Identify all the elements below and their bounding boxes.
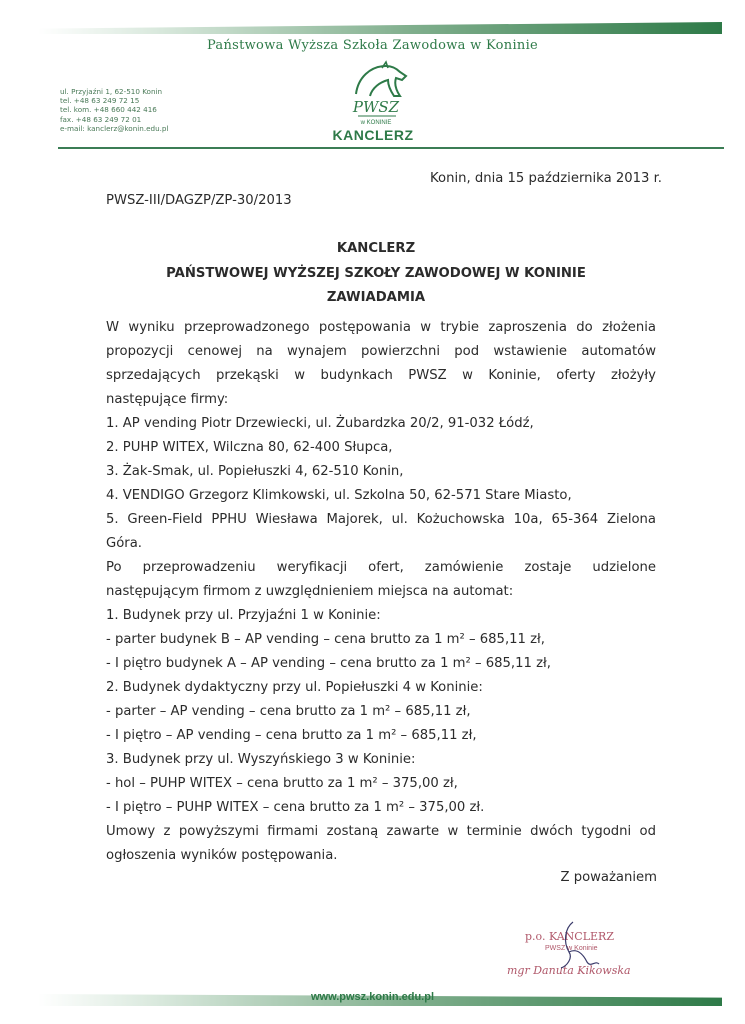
award-intro-line: Po przeprowadzeniu weryfikacji ofert, zamówienie zostaje udzielone	[106, 560, 656, 575]
award-item: 3. Budynek przy ul. Wyszyńskiego 3 w Koninie:	[106, 752, 416, 767]
firm-item: 4. VENDIGO Grzegorz Klimkowski, ul. Szkolna 50, 62-571 Stare Miasto,	[106, 488, 572, 503]
intro-line: sprzedających przekąski w budynkach PWSZ w Koninie, oferty złożyły	[106, 368, 656, 383]
closing-salutation: Z poważaniem	[560, 870, 657, 885]
signature-stamp	[495, 918, 655, 980]
contact-email: e-mail: kanclerz@konin.edu.pl	[60, 123, 169, 133]
office-title: KANCLERZ	[332, 127, 414, 143]
footer-url: www.pwsz.konin.edu.pl	[310, 991, 435, 1003]
contact-mobile: tel. kom. +48 660 442 416	[60, 105, 157, 115]
heading-line-2: PAŃSTWOWEJ WYŻSZEJ SZKOŁY ZAWODOWEJ W KONINIE	[166, 266, 586, 281]
award-item: - hol – PUHP WITEX – cena brutto za 1 m² – 375,00 zł,	[106, 776, 458, 791]
contract-line: ogłoszenia wyników postępowania.	[106, 848, 338, 863]
contract-line: Umowy z powyższymi firmami zostaną zawarte w terminie dwóch tygodni od	[106, 824, 656, 839]
award-item: - I piętro – PUHP WITEX – cena brutto za 1 m² – 375,00 zł.	[106, 800, 485, 815]
heading-line-3: ZAWIADAMIA	[326, 290, 426, 305]
firm-item-continued: Góra.	[106, 536, 142, 551]
letterhead-rule	[58, 147, 724, 149]
firm-item: 3. Żak-Smak, ul. Popiełuszki 4, 62-510 Konin,	[106, 464, 404, 479]
logo-text: PWSZ	[352, 98, 400, 116]
award-item: - I piętro – AP vending – cena brutto za 1 m² – 685,11 zł,	[106, 728, 477, 743]
intro-line: W wyniku przeprowadzonego postępowania w trybie zaproszenia do złożenia	[106, 320, 656, 335]
firm-item: 5. Green-Field PPHU Wiesława Majorek, ul. Kożuchowska 10a, 65-364 Zielona	[106, 512, 656, 527]
stamp-line-2: PWSZ w Koninie	[545, 945, 598, 952]
stamp-line-1: p.o. KANCLERZ	[525, 930, 614, 943]
award-item: - I piętro budynek A – AP vending – cena brutto za 1 m² – 685,11 zł,	[106, 656, 551, 671]
reference-number: PWSZ-III/DAGZP/ZP-30/2013	[106, 193, 292, 208]
heading-line-1: KANCLERZ	[336, 241, 416, 256]
stamp-signature-name: mgr Danuta Kikowska	[507, 964, 631, 977]
contact-address: ul. Przyjaźni 1, 62-510 Konin	[60, 87, 163, 96]
contact-fax: fax. +48 63 249 72 01	[60, 114, 142, 124]
school-name: Państwowa Wyższa Szkoła Zawodowa w Koninie	[206, 38, 539, 53]
intro-line: następujące firmy:	[106, 392, 229, 407]
award-item: 2. Budynek dydaktyczny przy ul. Popiełuszki 4 w Koninie:	[106, 680, 483, 695]
award-intro-line: następującym firmom z uwzględnieniem miejsca na automat:	[106, 584, 514, 599]
award-item: 1. Budynek przy ul. Przyjaźni 1 w Koninie:	[106, 608, 381, 623]
intro-line: propozycji cenowej na wynajem powierzchni pod wstawienie automatów	[106, 344, 656, 359]
firm-item: 2. PUHP WITEX, Wilczna 80, 62-400 Słupca,	[106, 440, 393, 455]
letterhead-top-band	[38, 22, 722, 34]
letter-body	[106, 316, 656, 868]
pwsz-horse-logo	[336, 60, 416, 128]
contact-phone: tel. +48 63 249 72 15	[60, 96, 140, 106]
contact-block	[60, 87, 168, 133]
document-date: Konin, dnia 15 października 2013 r.	[430, 171, 662, 186]
award-item: - parter – AP vending – cena brutto za 1 m² – 685,11 zł,	[106, 704, 471, 719]
logo-subtext: w KONINIE	[360, 120, 392, 126]
award-item: - parter budynek B – AP vending – cena brutto za 1 m² – 685,11 zł,	[106, 632, 545, 647]
firm-item: 1. AP vending Piotr Drzewiecki, ul. Żubardzka 20/2, 91-032 Łódź,	[106, 416, 534, 431]
